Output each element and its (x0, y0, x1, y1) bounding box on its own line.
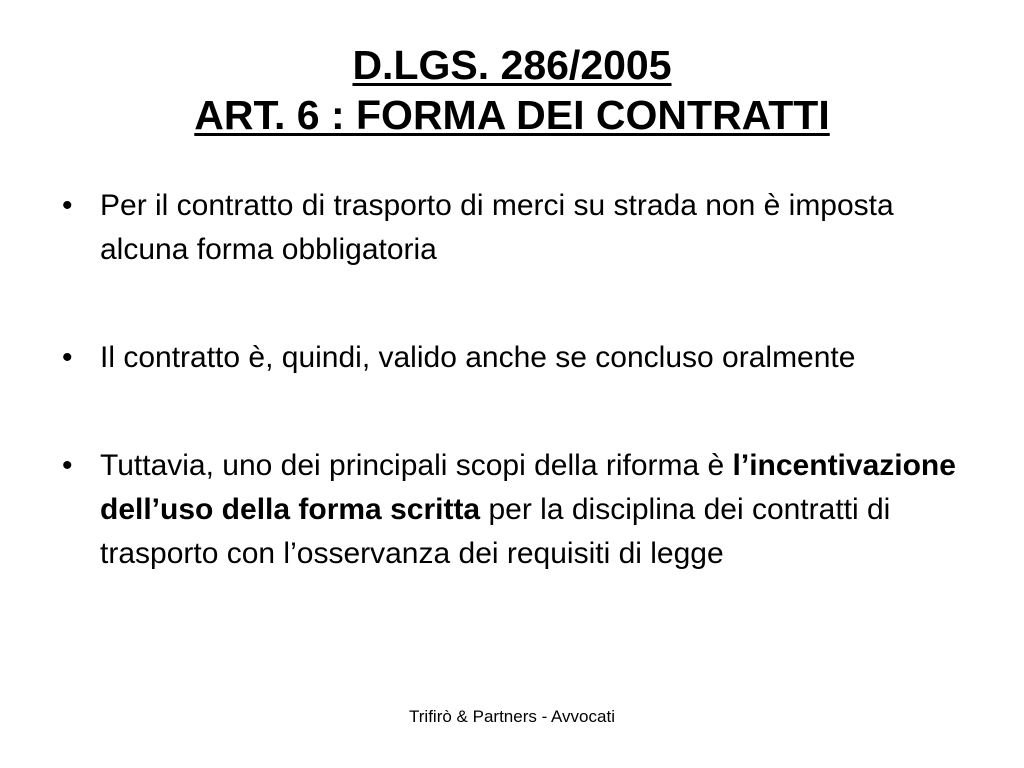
bullet-item (62, 336, 962, 380)
title-line-2 (0, 90, 1024, 140)
bullet-text: Per il contratto di trasporto di merci su strada non è imposta alcuna forma obbligatoria (100, 189, 894, 266)
bullet-item (62, 184, 962, 272)
bullet-marker: • (62, 449, 73, 482)
bullet-text-end: per la disciplina dei contratti di trasporto con l’osservanza dei requisiti di legge (100, 493, 891, 570)
bullet-marker: • (62, 189, 73, 222)
bullet-text-start: Tuttavia, uno dei principali scopi della riforma è (100, 449, 733, 482)
bullet-text (100, 444, 962, 576)
title-line-2-text: ART. 6 : FORMA DEI CONTRATTI (194, 92, 830, 138)
bullet-item (62, 444, 962, 576)
title-line-1 (0, 40, 1024, 90)
bullet-list (62, 184, 962, 576)
bullet-marker: • (62, 341, 73, 374)
bullet-text-emphasis: l’incentivazione dell’uso della forma scritta (100, 449, 956, 526)
title-line-1-text: D.LGS. 286/2005 (352, 42, 672, 88)
bullet-text: Il contratto è, quindi, valido anche se concluso oralmente (100, 341, 856, 374)
slide-footer: Trifirò & Partners - Avvocati (409, 707, 615, 726)
slide-title (0, 40, 1024, 140)
